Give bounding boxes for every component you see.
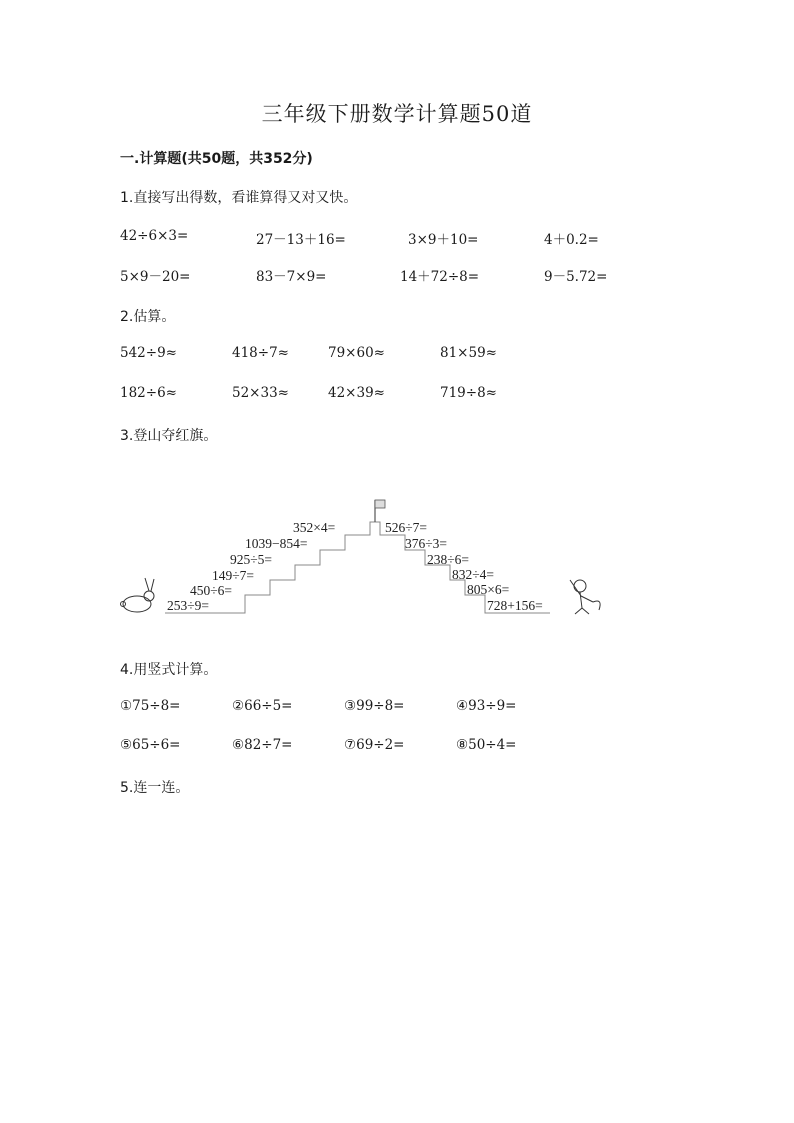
section-heading: 一.计算题(共50题，共352分): [120, 151, 313, 167]
q2-problem: 42×39≈: [328, 385, 385, 401]
q1-problem: 9－5.72=: [544, 269, 608, 285]
left-step-problem: 925÷5=: [230, 552, 273, 567]
q4-problem: ④93÷9=: [456, 698, 517, 714]
right-step-problem: 728+156=: [487, 598, 543, 613]
right-step-problem: 376÷3=: [405, 536, 448, 551]
q1-problem: 5×9－20=: [120, 269, 191, 285]
q4-problem: ②66÷5=: [232, 698, 293, 714]
q4-problem: ③99÷8=: [344, 698, 405, 714]
q1-problem: 3×9＋10=: [408, 232, 479, 248]
flag-icon: [375, 500, 385, 522]
right-step-problem: 805×6=: [467, 582, 510, 597]
q4-problem: ⑧50÷4=: [456, 737, 517, 753]
q2-problem: 418÷7≈: [232, 345, 289, 361]
monkey-icon: [570, 580, 600, 614]
left-step-problem: 253÷9=: [167, 598, 210, 613]
q1-problem: 4＋0.2=: [544, 232, 599, 248]
question-5-heading: 5.连一连。: [120, 780, 190, 796]
q2-problem: 182÷6≈: [120, 385, 177, 401]
q2-problem: 52×33≈: [232, 385, 289, 401]
question-4-heading: 4.用竖式计算。: [120, 662, 218, 678]
right-step-problem: 832÷4=: [452, 567, 495, 582]
q2-problem: 81×59≈: [440, 345, 497, 361]
q1-problem: 14＋72÷8=: [400, 269, 480, 285]
mountain-stairs-figure: [115, 490, 615, 620]
page-title: 三年级下册数学计算题50道: [261, 102, 533, 126]
q1-problem: 27－13＋16=: [256, 232, 346, 248]
question-3-heading: 3.登山夺红旗。: [120, 428, 218, 444]
q4-problem: ⑤65÷6=: [120, 737, 181, 753]
question-2-heading: 2.估算。: [120, 309, 176, 325]
q4-problem: ⑥82÷7=: [232, 737, 293, 753]
left-step-problem: 149÷7=: [212, 568, 255, 583]
right-step-problem: 238÷6=: [427, 552, 470, 567]
q2-problem: 542÷9≈: [120, 345, 177, 361]
q4-problem: ⑦69÷2=: [344, 737, 405, 753]
q2-problem: 719÷8≈: [440, 385, 497, 401]
left-step-problem: 352×4=: [293, 520, 336, 535]
q1-problem: 42÷6×3=: [120, 228, 189, 244]
q2-problem: 79×60≈: [328, 345, 385, 361]
left-step-problem: 1039−854=: [245, 536, 308, 551]
rabbit-icon: [121, 578, 155, 612]
left-step-problem: 450÷6=: [190, 583, 233, 598]
right-step-problem: 526÷7=: [385, 520, 428, 535]
q4-problem: ①75÷8=: [120, 698, 181, 714]
q1-problem: 83－7×9=: [256, 269, 327, 285]
question-1-heading: 1.直接写出得数，看谁算得又对又快。: [120, 190, 358, 206]
